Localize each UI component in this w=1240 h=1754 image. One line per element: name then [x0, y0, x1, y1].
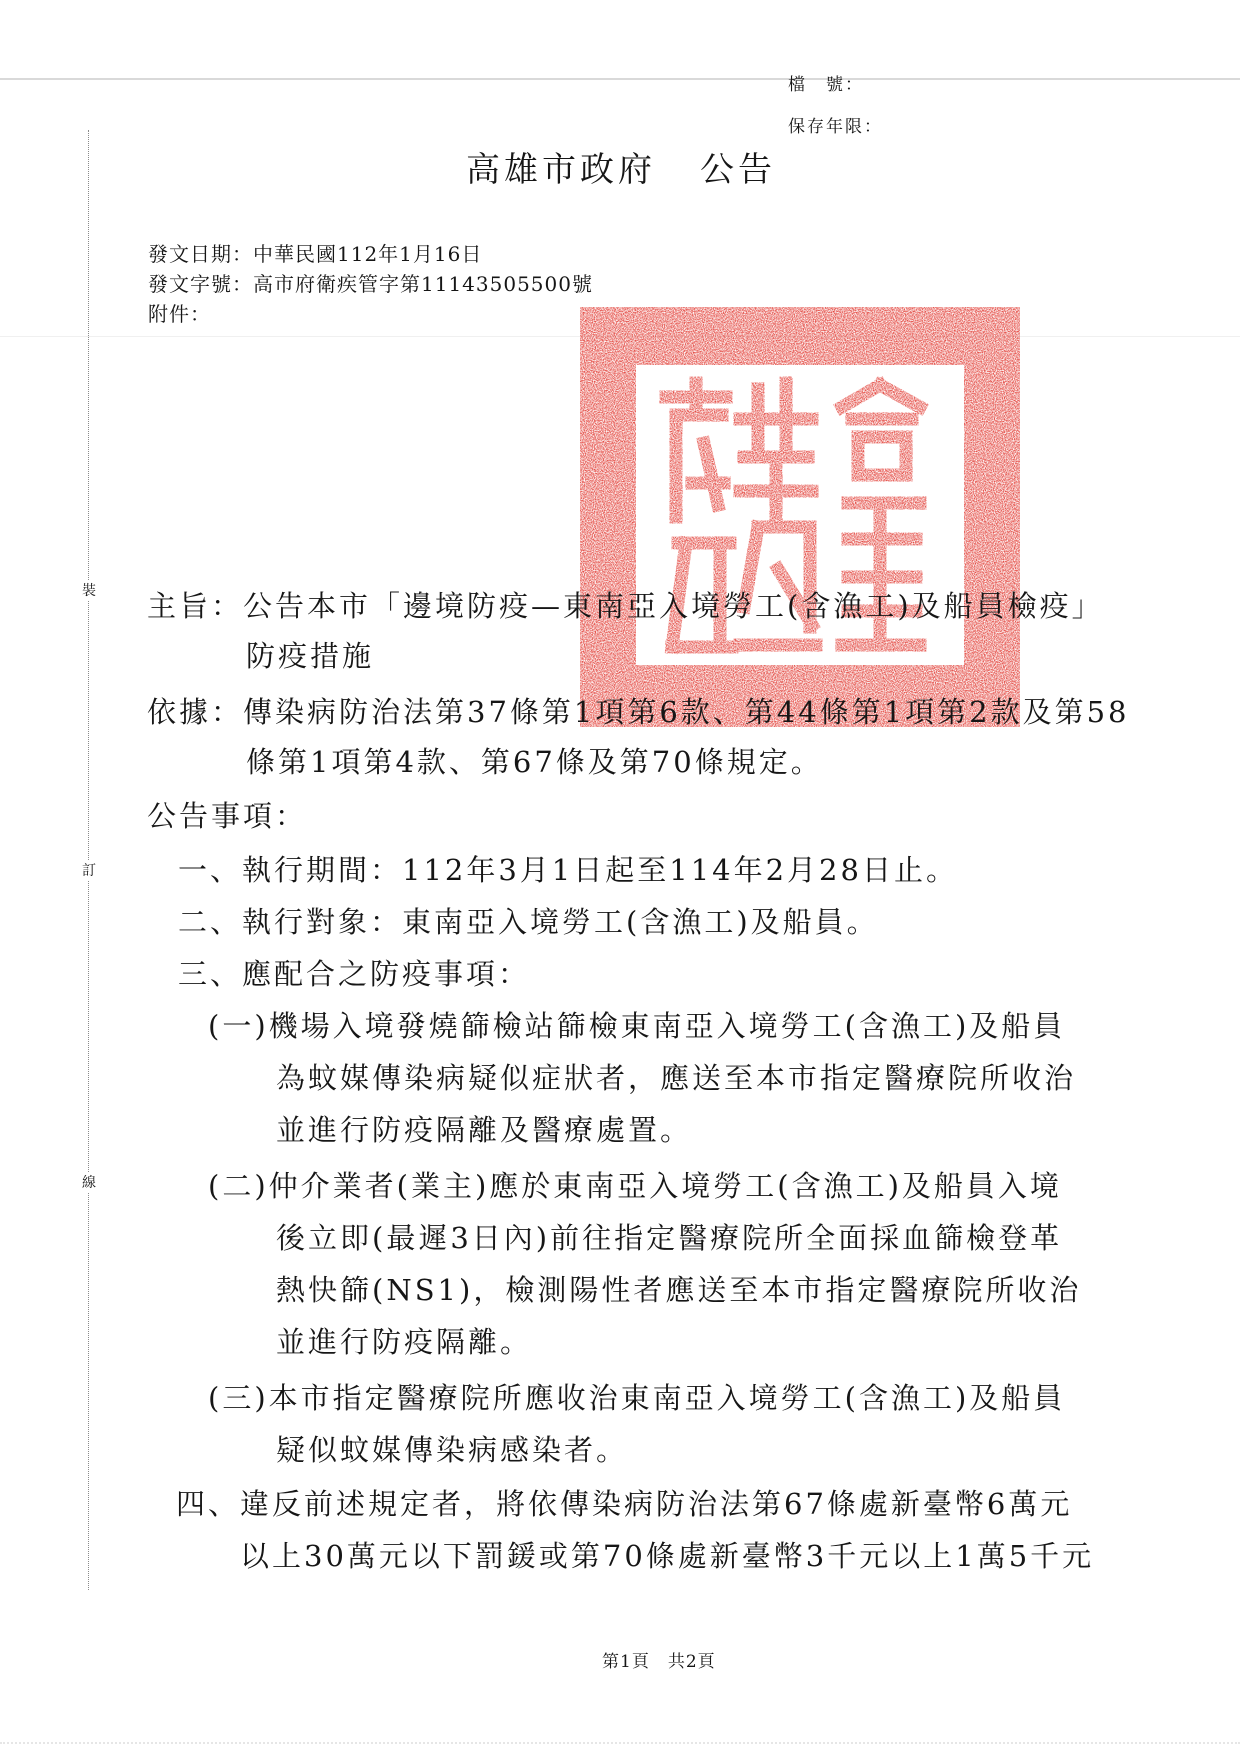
- page-number: 第1頁 共2頁: [602, 1652, 716, 1672]
- sub-item-2-line-1: (二)仲介業者(業主)應於東南亞入境勞工(含漁工)及船員入境: [208, 1169, 1062, 1203]
- sub-item-2-line-2: 後立即(最遲3日內)前往指定醫療院所全面採血篩檢登革: [276, 1221, 1063, 1255]
- subject-line-2: 防疫措施: [246, 639, 375, 673]
- sub-item-1-line-2: 為蚊媒傳染病疑似症狀者，應送至本市指定醫療院所收治: [276, 1061, 1077, 1095]
- sub-item-1-line-3: 並進行防疫隔離及醫療處置。: [276, 1113, 693, 1147]
- retention-period-label: 保存年限：: [788, 117, 883, 137]
- item-4-line-2: 以上30萬元以下罰鍰或第70條處新臺幣3千元以上1萬5千元: [240, 1539, 1095, 1573]
- item-4-line-1: 四、違反前述規定者，將依傳染病防治法第67條處新臺幣6萬元: [176, 1487, 1073, 1521]
- bottom-divider: [0, 1742, 1240, 1744]
- sub-item-2-line-3: 熱快篩(NS1)，檢測陽性者應送至本市指定醫療院所收治: [276, 1273, 1082, 1307]
- document-title: [466, 142, 776, 191]
- basis-line-2: 條第1項第4款、第67條及第70條規定。: [246, 745, 823, 779]
- attachment-label: 附件：: [148, 302, 211, 326]
- issuing-organization: 高雄市政府: [466, 150, 656, 190]
- document-number: 發文字號：高市府衛疾管字第11143505500號: [148, 272, 593, 296]
- sub-item-2-line-4: 並進行防疫隔離。: [276, 1325, 533, 1359]
- sub-item-1-line-1: (一)機場入境發燒篩檢站篩檢東南亞入境勞工(含漁工)及船員: [208, 1009, 1066, 1043]
- notice-heading: 公告事項：: [147, 799, 308, 833]
- binding-mark-xian: 線: [79, 1172, 99, 1192]
- item-2-target: 二、執行對象：東南亞入境勞工(含漁工)及船員。: [178, 905, 879, 939]
- item-1-period: 一、執行期間：112年3月1日起至114年2月28日止。: [178, 853, 958, 887]
- official-seal: [580, 307, 1020, 727]
- binding-mark-ding: 訂: [79, 860, 99, 880]
- issue-date: 發文日期：中華民國112年1月16日: [148, 242, 483, 266]
- document-type: 公告: [700, 150, 776, 190]
- archive-number-label: 檔 號：: [788, 75, 864, 95]
- sub-item-3-line-2: 疑似蚊媒傳染病感染者。: [276, 1433, 629, 1467]
- subject-line-1: 主旨：公告本市「邊境防疫—東南亞入境勞工(含漁工)及船員檢疫」: [147, 589, 1104, 623]
- top-divider: [0, 78, 1240, 80]
- binding-mark-zhuang: 裝: [79, 580, 99, 600]
- sub-item-3-line-1: (三)本市指定醫療院所應收治東南亞入境勞工(含漁工)及船員: [208, 1381, 1066, 1415]
- basis-line-1: 依據：傳染病防治法第37條第1項第6款、第44條第1項第2款及第58: [147, 695, 1130, 729]
- item-3-measures: 三、應配合之防疫事項：: [178, 957, 531, 991]
